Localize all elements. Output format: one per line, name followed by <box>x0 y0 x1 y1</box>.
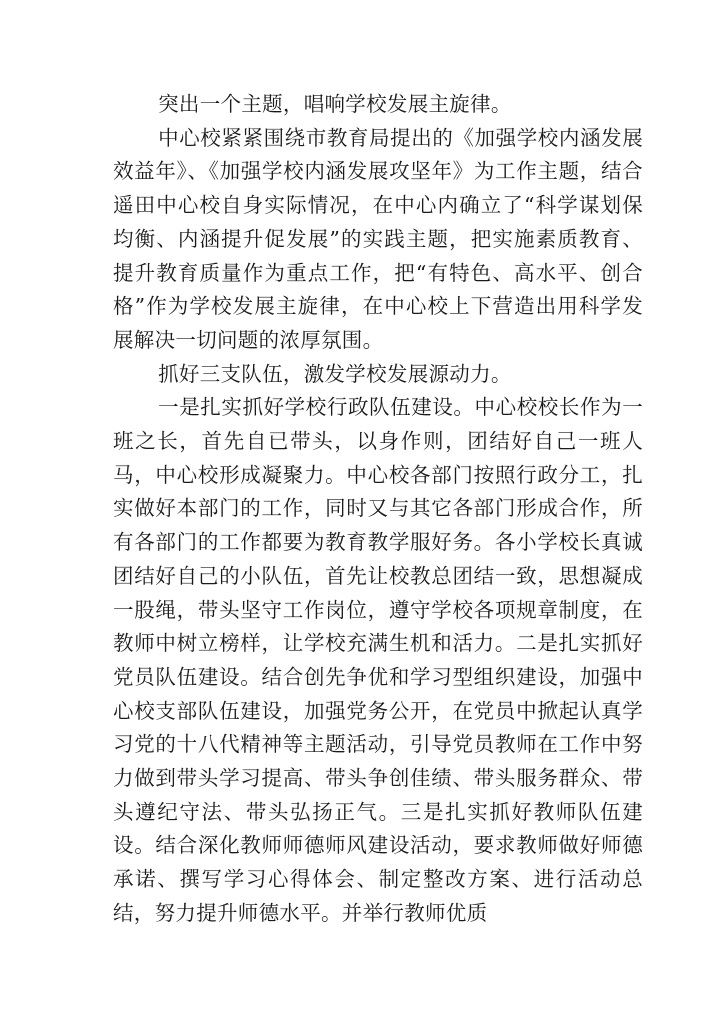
paragraph-heading-theme: 突出一个主题，唱响学校发展主旋律。 <box>158 92 512 116</box>
paragraph-teams-body: 一是扎实抓好学校行政队伍建设。中心校校长作为一班之长，首先自已带头，以身作则，团结好自己一班人马，中心校形成凝聚力。中心校各部门按照行政分工，扎实做好本部门的工作，同时又与其它各部门形成合作，所有各部门的工作都要为教育教学服好务。各小学校长真诚团结好自己的小队伍，首先让校教总团结一致，思想凝成一股绳，带头坚守工作岗位，遵守学校各项规章制度，在教师中树立榜样，让学校充满生机和活力。二是扎实抓好党员队伍建设。结合创先争优和学习型组织建设，加强中心校支部队伍建设，加强党务公开，在党员中掀起认真学习党的十八代精神等主题活动，引导党员教师在工作中努力做到带头学习提高、带头争创佳绩、带头服务群众、带头遵纪守法、带头弘扬正气。三是扎实抓好教师队伍建设。结合深化教师师德师风建设活动，要求教师做好师德承诺、撰写学习心得体会、制定整改方案、进行活动总结，努力提升师德水平。并举行教师优质 <box>113 395 643 925</box>
paragraph-theme-body: 中心校紧紧围绕市教育局提出的《加强学校内涵发展效益年》、《加强学校内涵发展攻坚年》为工作主题，结合遥田中心校自身实际情况，在中心内确立了“科学谋划保均衡、内涵提升促发展”的实践主题，把实施素质教育、提升教育质量作为重点工作，把“有特色、高水平、创合格”作为学校发展主旋律，在中心校上下营造出用科学发展解决一切问题的浓厚氛围。 <box>113 125 643 352</box>
paragraph-heading-teams: 抓好三支队伍，激发学校发展源动力。 <box>158 361 512 386</box>
document-body <box>113 88 643 931</box>
